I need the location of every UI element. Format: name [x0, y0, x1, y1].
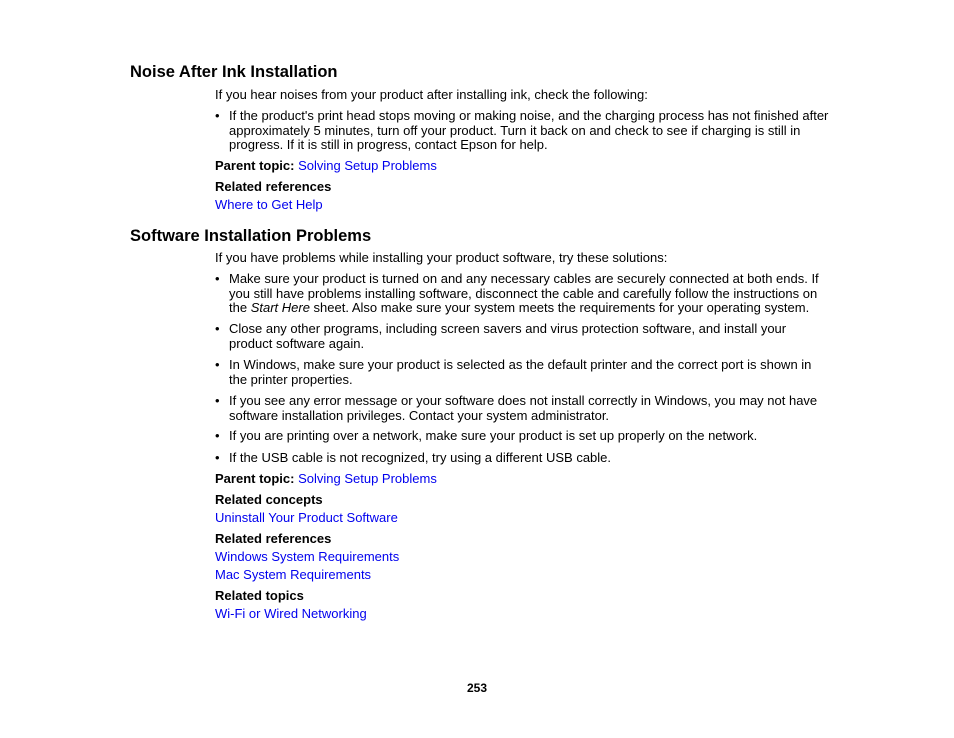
- list-item: [215, 429, 829, 444]
- list-item: [215, 394, 829, 423]
- section-intro: If you have problems while installing your product software, try these solutions:: [215, 250, 668, 265]
- list-item-text: If the product's print head stops moving or making noise, and the charging process has not finished after approximately 5 minutes, turn off your product. Turn it back on and check to see if charging is still in progress. If it is still in progress, contact Epson for help.: [229, 108, 829, 152]
- related-concepts-label: Related concepts: [215, 492, 323, 507]
- list-item-text-end: sheet. Also make sure your system meets the requirements for your operating system.: [309, 300, 810, 315]
- list-item: [215, 272, 829, 316]
- related-references-label: Related references: [215, 179, 332, 194]
- bullet-icon: •: [215, 321, 220, 336]
- related-references-label: Related references: [215, 531, 332, 546]
- related-reference-row: [215, 550, 399, 565]
- bullet-icon: •: [215, 428, 220, 443]
- list-item-text: [229, 272, 829, 316]
- related-reference-link[interactable]: Where to Get Help: [215, 197, 323, 212]
- list-item-text: If you see any error message or your software does not install correctly in Windows, you may not have software installation privileges. Contact your system administrator.: [229, 393, 818, 423]
- parent-topic-label: Parent topic:: [215, 471, 295, 486]
- list-item-text-start: Make sure your product is turned on and any necessary cables are securely connected at both ends. If you still have problems installing software, disconnect the cable and carefully follow the instructions on the: [229, 271, 819, 315]
- list-item: [215, 451, 829, 466]
- parent-topic: [215, 159, 437, 174]
- section-heading-software: Software Installation Problems: [130, 227, 372, 245]
- list-item-text: If you are printing over a network, make sure your product is set up properly on the network.: [229, 428, 758, 443]
- list-item-text: In Windows, make sure your product is selected as the default printer and the correct port is shown in the printer properties.: [229, 357, 812, 387]
- start-here-title: Start Here: [250, 300, 310, 315]
- related-reference-link[interactable]: Mac System Requirements: [215, 567, 372, 582]
- section-intro: If you hear noises from your product after installing ink, check the following:: [215, 87, 648, 102]
- list-item-text: Close any other programs, including screen savers and virus protection software, and install your product software again.: [229, 321, 787, 351]
- parent-topic-link[interactable]: Solving Setup Problems: [298, 158, 437, 173]
- related-reference-row: [215, 568, 371, 583]
- list-item: [215, 358, 829, 387]
- list-item: [215, 322, 829, 351]
- bullet-icon: •: [215, 271, 220, 286]
- parent-topic: [215, 472, 437, 487]
- related-topics-label: Related topics: [215, 588, 304, 603]
- page-number: 253: [466, 681, 488, 695]
- parent-topic-label: Parent topic:: [215, 158, 295, 173]
- bullet-icon: •: [215, 108, 220, 123]
- related-concept-row: [215, 511, 398, 526]
- list-item: [215, 109, 829, 153]
- related-reference-link[interactable]: Windows System Requirements: [215, 549, 400, 564]
- section-heading-noise: Noise After Ink Installation: [130, 63, 338, 81]
- related-concept-link[interactable]: Uninstall Your Product Software: [215, 510, 398, 525]
- list-item-text: If the USB cable is not recognized, try using a different USB cable.: [229, 450, 612, 465]
- bullet-icon: •: [215, 393, 220, 408]
- bullet-icon: •: [215, 450, 220, 465]
- related-topic-link[interactable]: Wi-Fi or Wired Networking: [215, 606, 367, 621]
- parent-topic-link[interactable]: Solving Setup Problems: [298, 471, 437, 486]
- related-topic-row: [215, 607, 367, 622]
- related-reference-row: [215, 198, 323, 213]
- bullet-icon: •: [215, 357, 220, 372]
